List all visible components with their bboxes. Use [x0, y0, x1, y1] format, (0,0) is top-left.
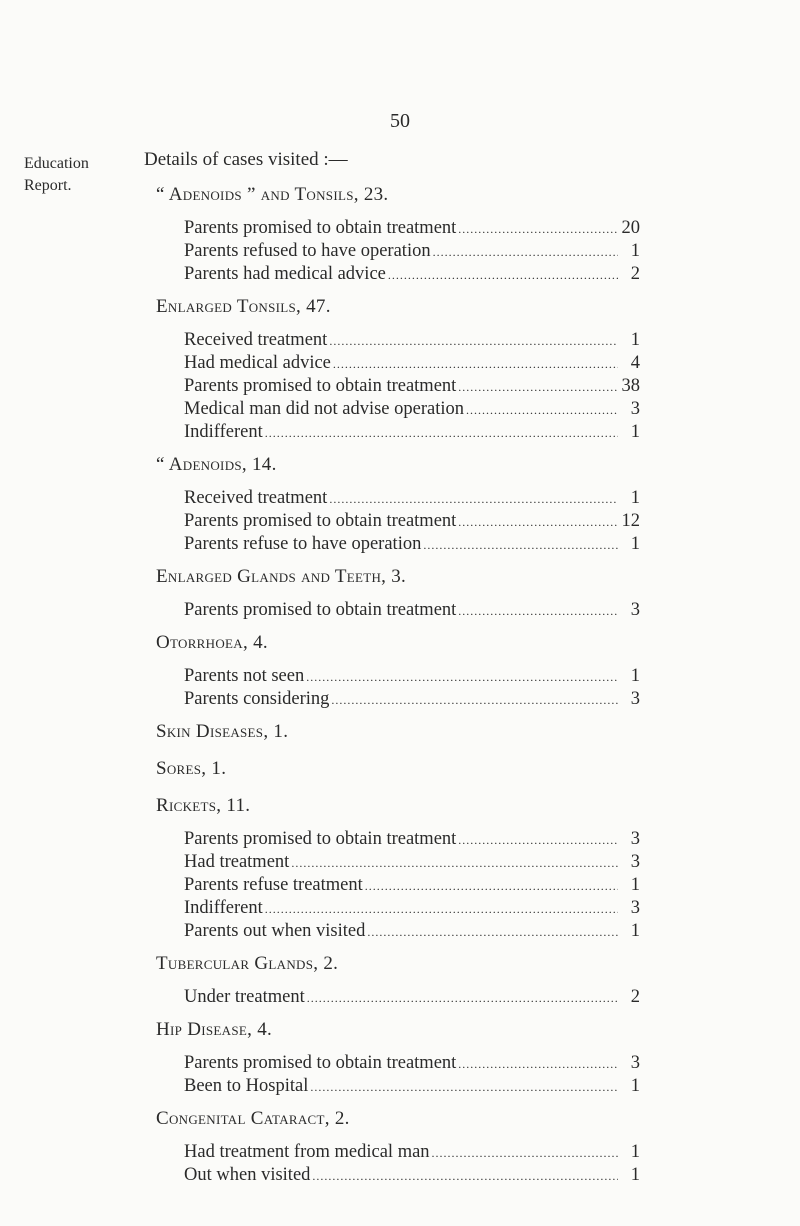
case-row	[184, 263, 640, 286]
case-row	[184, 688, 640, 711]
case-row	[184, 599, 640, 622]
case-section	[156, 721, 640, 743]
dot-leader	[310, 1076, 618, 1098]
dot-leader	[307, 987, 618, 1009]
case-label: Parents refuse to have operation	[184, 534, 422, 554]
case-label: Medical man did not advise operation	[184, 399, 464, 419]
case-row	[184, 329, 640, 352]
case-count: 3	[630, 829, 640, 849]
case-section	[156, 758, 640, 780]
case-section	[156, 795, 640, 943]
dot-leader	[458, 511, 617, 533]
case-row	[184, 1164, 640, 1187]
margin-note-line: Report.	[24, 177, 72, 194]
dot-leader	[458, 1053, 618, 1075]
case-count: 2	[630, 264, 640, 284]
dot-leader	[329, 488, 618, 510]
case-count: 3	[630, 399, 640, 419]
case-row	[184, 421, 640, 444]
case-count: 2	[630, 987, 640, 1007]
case-label: Parents promised to obtain treatment	[184, 829, 457, 849]
case-row	[184, 986, 640, 1009]
dot-leader	[331, 689, 618, 711]
dot-leader	[329, 330, 618, 352]
page-number: 50	[390, 110, 410, 132]
case-label: Out when visited	[184, 1165, 311, 1185]
case-section	[156, 184, 640, 286]
dot-leader	[432, 1142, 618, 1164]
case-count: 1	[630, 488, 640, 508]
case-label: Received treatment	[184, 330, 328, 350]
case-label: Indifferent	[184, 898, 263, 918]
dot-leader	[466, 399, 618, 421]
case-label: Parents not seen	[184, 666, 305, 686]
case-label: Parents considering	[184, 689, 330, 709]
case-label: Under treatment	[184, 987, 305, 1007]
case-count: 1	[630, 1165, 640, 1185]
case-count: 12	[621, 511, 640, 531]
case-count: 38	[621, 376, 640, 396]
section-heading: “ Adenoids ” and Tonsils, 23.	[156, 184, 389, 205]
section-heading: “ Adenoids, 14.	[156, 454, 277, 475]
margin-note-line: Education	[24, 155, 89, 172]
case-row	[184, 851, 640, 874]
case-count: 1	[630, 422, 640, 442]
case-label: Had treatment	[184, 852, 290, 872]
section-heading: Congenital Cataract, 2.	[156, 1108, 350, 1129]
case-count: 3	[630, 898, 640, 918]
case-label: Had medical advice	[184, 353, 331, 373]
case-count: 1	[630, 921, 640, 941]
dot-leader	[291, 852, 618, 874]
intro-heading: Details of cases visited :—	[144, 149, 348, 170]
case-count: 4	[630, 353, 640, 373]
dot-leader	[306, 666, 618, 688]
dot-leader	[333, 353, 618, 375]
dot-leader	[458, 600, 618, 622]
case-section	[156, 296, 640, 444]
case-count: 3	[630, 689, 640, 709]
dot-leader	[312, 1165, 618, 1187]
case-label: Had treatment from medical man	[184, 1142, 430, 1162]
case-count: 1	[630, 1076, 640, 1096]
dot-leader	[458, 218, 617, 240]
section-heading: Hip Disease, 4.	[156, 1019, 273, 1040]
case-label: Parents promised to obtain treatment	[184, 1053, 457, 1073]
case-count: 1	[630, 241, 640, 261]
case-label: Been to Hospital	[184, 1076, 309, 1096]
case-row	[184, 217, 640, 240]
case-row	[184, 1052, 640, 1075]
case-row	[184, 240, 640, 263]
case-label: Parents had medical advice	[184, 264, 386, 284]
case-count: 1	[630, 666, 640, 686]
case-row	[184, 897, 640, 920]
dot-leader	[365, 875, 618, 897]
dot-leader	[367, 921, 618, 943]
case-row	[184, 352, 640, 375]
case-label: Parents promised to obtain treatment	[184, 600, 457, 620]
case-row	[184, 874, 640, 897]
case-section	[156, 953, 640, 1009]
case-label: Parents refuse treatment	[184, 875, 363, 895]
case-count: 3	[630, 1053, 640, 1073]
case-label: Parents refused to have operation	[184, 241, 431, 261]
case-row	[184, 1075, 640, 1098]
case-count: 1	[630, 534, 640, 554]
case-count: 3	[630, 852, 640, 872]
dot-leader	[433, 241, 618, 263]
case-section	[156, 632, 640, 711]
dot-leader	[423, 534, 618, 556]
section-heading: Sores, 1.	[156, 758, 227, 779]
section-heading: Rickets, 11.	[156, 795, 251, 816]
case-row	[184, 533, 640, 556]
case-row	[184, 398, 640, 421]
case-count: 3	[630, 600, 640, 620]
case-label: Received treatment	[184, 488, 328, 508]
case-label: Parents promised to obtain treatment	[184, 218, 457, 238]
section-heading: Tubercular Glands, 2.	[156, 953, 339, 974]
case-count: 20	[621, 218, 640, 238]
case-row	[184, 920, 640, 943]
case-row	[184, 510, 640, 533]
section-heading: Enlarged Tonsils, 47.	[156, 296, 331, 317]
case-count: 1	[630, 875, 640, 895]
case-count: 1	[630, 1142, 640, 1162]
case-section	[156, 1019, 640, 1098]
case-label: Parents promised to obtain treatment	[184, 376, 457, 396]
case-label: Indifferent	[184, 422, 263, 442]
dot-leader	[458, 829, 618, 851]
case-row	[184, 375, 640, 398]
margin-note	[24, 153, 89, 197]
case-row	[184, 828, 640, 851]
section-heading: Otorrhoea, 4.	[156, 632, 268, 653]
dot-leader	[265, 422, 618, 444]
case-label: Parents promised to obtain treatment	[184, 511, 457, 531]
case-count: 1	[630, 330, 640, 350]
dot-leader	[388, 264, 618, 286]
cases-list	[156, 184, 640, 1197]
case-section	[156, 566, 640, 622]
section-heading: Enlarged Glands and Teeth, 3.	[156, 566, 407, 587]
case-row	[184, 487, 640, 510]
case-row	[184, 665, 640, 688]
section-heading: Skin Diseases, 1.	[156, 721, 289, 742]
dot-leader	[458, 376, 617, 398]
case-label: Parents out when visited	[184, 921, 366, 941]
case-section	[156, 454, 640, 556]
case-row	[184, 1141, 640, 1164]
dot-leader	[265, 898, 618, 920]
case-section	[156, 1108, 640, 1187]
